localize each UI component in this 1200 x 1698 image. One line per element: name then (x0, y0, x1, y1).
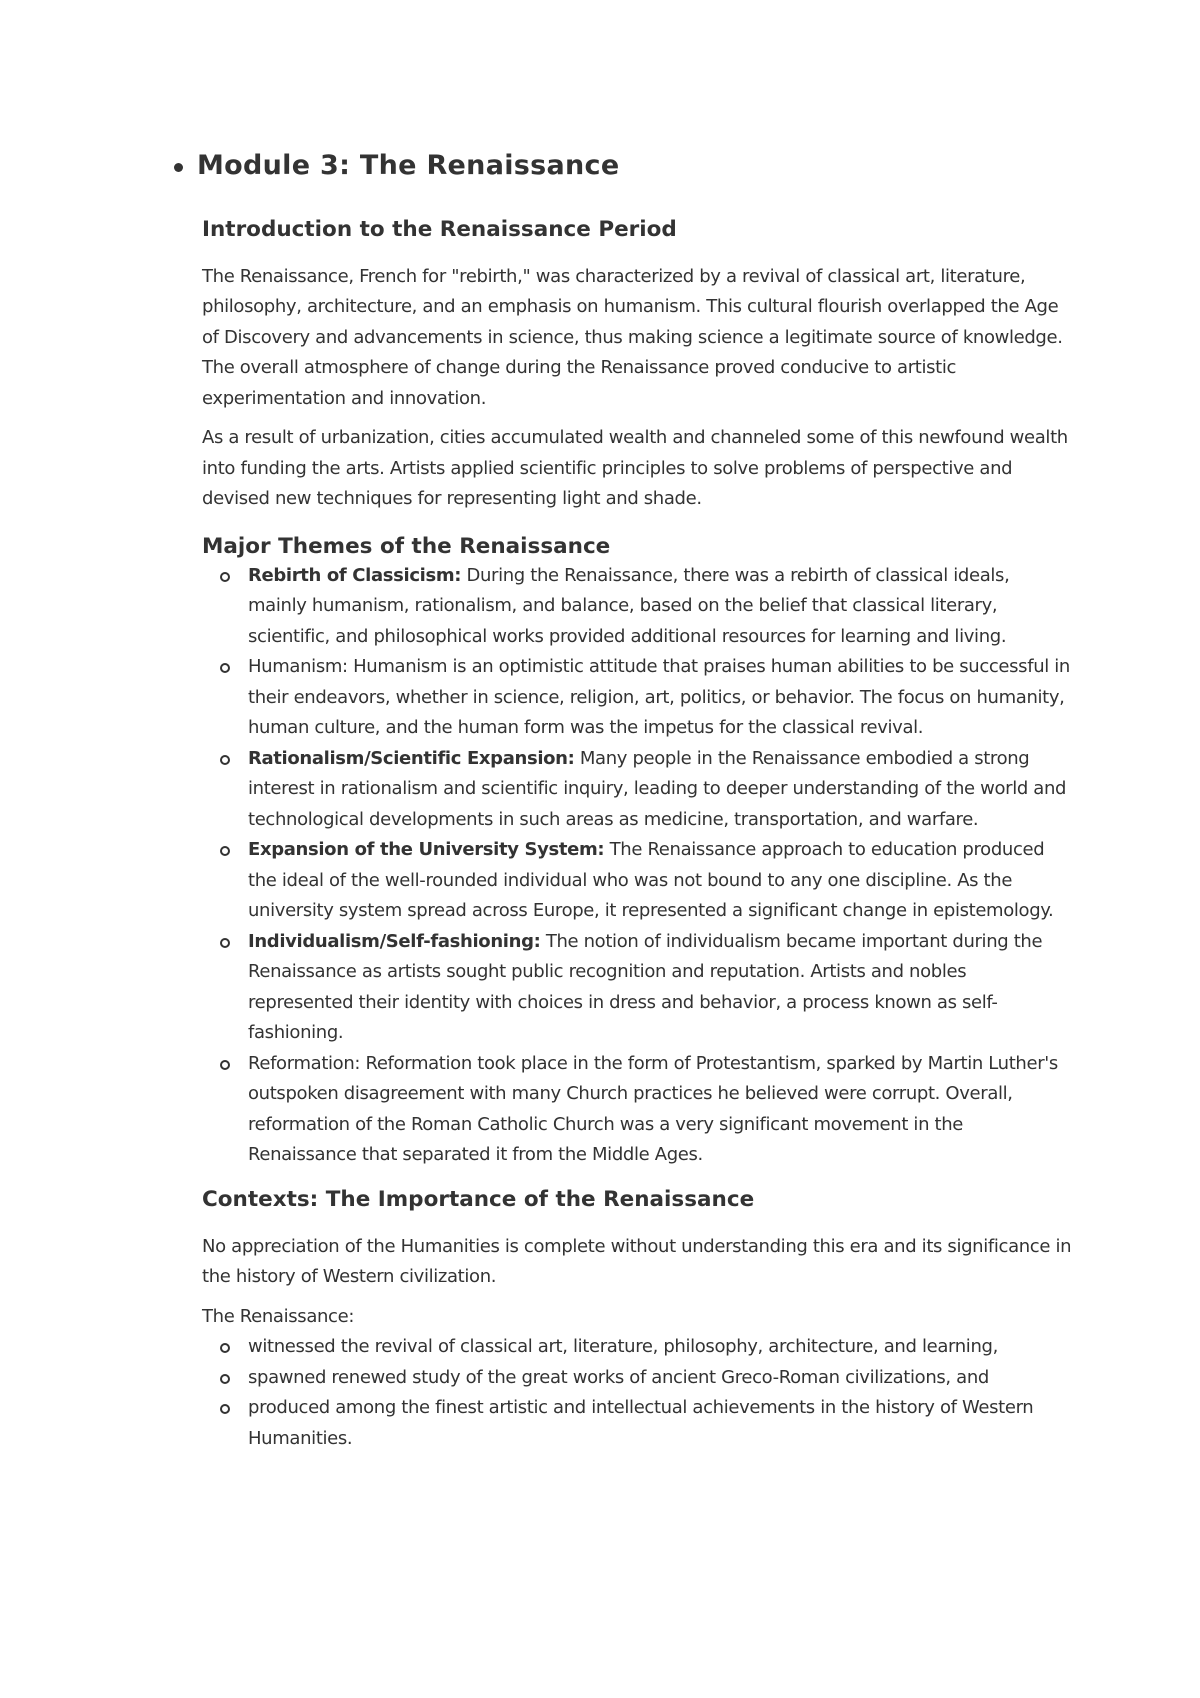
intro-heading: Introduction to the Renaissance Period (202, 217, 677, 242)
hollow-circle-bullet-icon (220, 663, 230, 673)
theme-text: Reformation: Reformation took place in the form of Protestantism, sparked by Martin Luther's outspoken disagreement with many Church practices he believed were corrupt. Overall, reformation of the Roman Catholic Church was a very significant movement in the Renaissance that separated it from the Middle Ages. (248, 1052, 1058, 1166)
hollow-circle-bullet-icon (220, 1374, 230, 1384)
theme-item-humanism (202, 652, 1072, 744)
hollow-circle-bullet-icon (220, 846, 230, 856)
theme-text: Humanism: Humanism is an optimistic attitude that praises human abilities to be successful in their endeavors, whether in science, religion, art, politics, or behavior. The focus on humanity, human culture, and the human form was the impetus for the classical revival. (248, 656, 1070, 739)
contexts-list (202, 1332, 1072, 1454)
theme-item-individualism (202, 927, 1072, 1049)
theme-text: During the Renaissance, there was a rebirth of classical ideals, mainly humanism, rationalism, and balance, based on the belief that classical literary, scientific, and philosophical works provided additional resources for learning and living. (248, 564, 1010, 647)
theme-text: The notion of individualism became important during the Renaissance as artists sought public recognition and reputation. Artists and nobles represented their identity with choices in dress and behavior, a process known as self-fashioning. (248, 930, 1043, 1044)
theme-item-reformation (202, 1049, 1072, 1171)
hollow-circle-bullet-icon (220, 1060, 230, 1070)
theme-item-university-system (202, 835, 1072, 927)
theme-term: Individualism/Self-fashioning: (248, 930, 541, 952)
contexts-paragraph-2: The Renaissance: (202, 1305, 355, 1327)
theme-text: The Renaissance approach to education produced the ideal of the well-rounded individual who was not bound to any one discipline. As the university system spread across Europe, it represented a significant change in epistemology. (248, 839, 1054, 922)
context-item (202, 1393, 1072, 1454)
context-text: produced among the finest artistic and intellectual achievements in the history of Western Humanities. (248, 1397, 1034, 1449)
context-text: spawned renewed study of the great works of ancient Greco-Roman civilizations, and (248, 1366, 989, 1388)
themes-heading: Major Themes of the Renaissance (202, 533, 611, 559)
contexts-paragraph-1: No appreciation of the Humanities is complete without understanding this era and its significance in the history of Western civilization. (202, 1235, 1072, 1288)
theme-text: Many people in the Renaissance embodied a strong interest in rationalism and scientific inquiry, leading to deeper understanding of the world and technological developments in such areas as medicine, transportation, and warfare. (248, 747, 1067, 830)
context-text: witnessed the revival of classical art, literature, philosophy, architecture, and learning, (248, 1336, 998, 1358)
theme-item-rebirth-of-classicism (202, 561, 1072, 653)
module-content (202, 212, 1072, 1454)
context-item (202, 1332, 1072, 1363)
context-item (202, 1363, 1072, 1394)
hollow-circle-bullet-icon (220, 572, 230, 582)
hollow-circle-bullet-icon (220, 938, 230, 948)
hollow-circle-bullet-icon (220, 755, 230, 765)
contexts-heading: Contexts: The Importance of the Renaissance (202, 1186, 755, 1212)
bullet-icon (174, 163, 183, 172)
themes-list (202, 561, 1072, 1171)
theme-term: Rationalism/Scientific Expansion: (248, 747, 575, 769)
hollow-circle-bullet-icon (220, 1404, 230, 1414)
theme-term: Rebirth of Classicism: (248, 564, 462, 586)
module-title: Module 3: The Renaissance (197, 150, 620, 181)
theme-term: Expansion of the University System: (248, 839, 605, 861)
module-heading (174, 150, 619, 181)
hollow-circle-bullet-icon (220, 1343, 230, 1353)
intro-paragraph-1: The Renaissance, French for "rebirth," was characterized by a revival of classical art, literature, philosophy, architecture, and an emphasis on humanism. This cultural flourish overlapped the Age of Discovery and advancements in science, thus making science a legitimate source of knowledge. The overall atmosphere of change during the Renaissance proved conducive to artistic experimentation and innovation. (202, 265, 1063, 409)
intro-paragraph-2: As a result of urbanization, cities accumulated wealth and channeled some of this newfound wealth into funding the arts. Artists applied scientific principles to solve problems of perspective and devised new techniques for representing light and shade. (202, 427, 1068, 510)
theme-item-rationalism (202, 744, 1072, 836)
